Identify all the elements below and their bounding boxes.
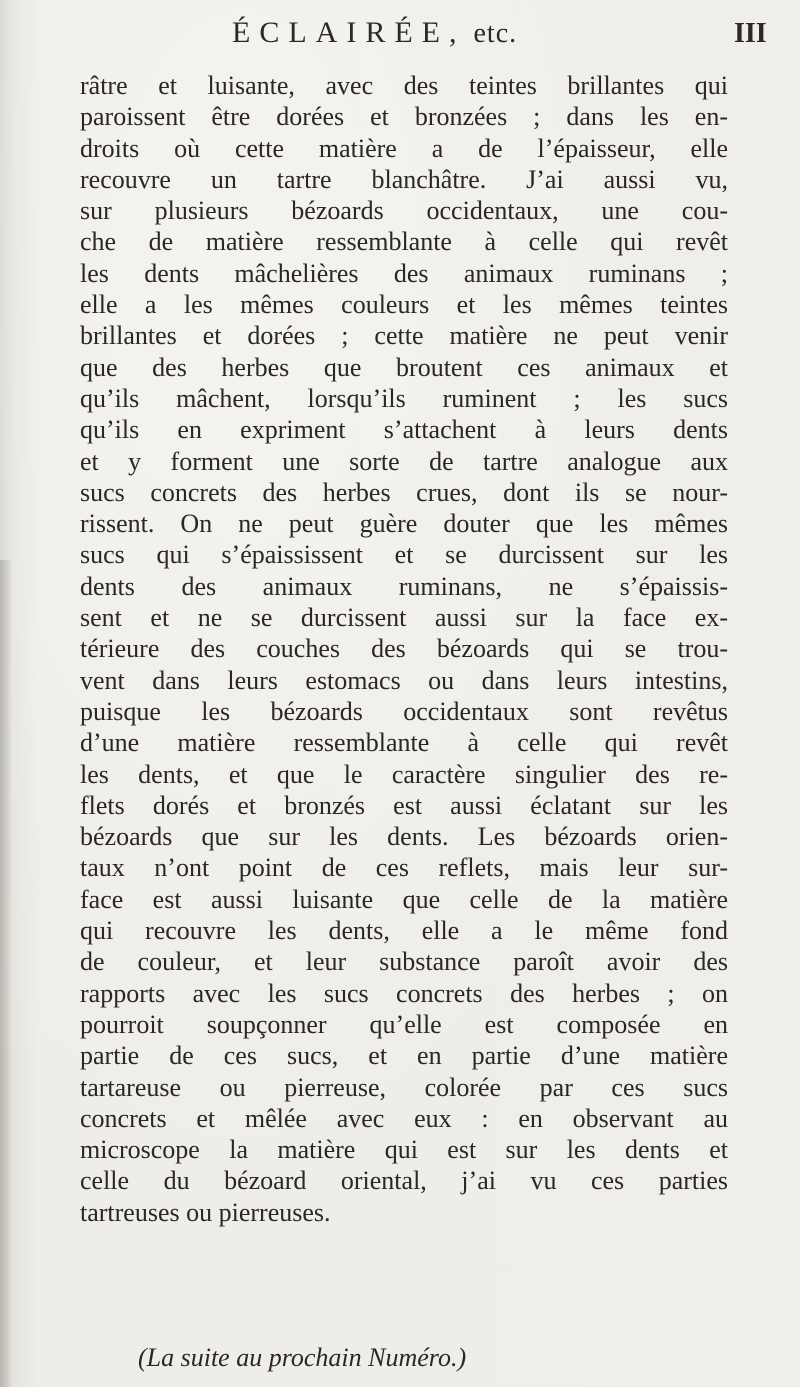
text-line: térieure des couches des bézoards qui se trou-: [80, 634, 728, 664]
running-title-suffix: etc.: [465, 18, 518, 49]
page-header: [0, 14, 800, 58]
text-line: sent et ne se durcissent aussi sur la face ex-: [80, 603, 728, 633]
text-line: sucs concrets des herbes crues, dont ils se nour-: [80, 477, 728, 507]
text-line: puisque les bézoards occidentaux sont revêtus: [80, 696, 728, 726]
text-line: brillantes et dorées ; cette matière ne peut venir: [80, 321, 728, 351]
text-line: concrets et mêlée avec eux : en observant au: [80, 1103, 728, 1133]
text-line: paroissent être dorées et bronzées ; dans les en-: [80, 102, 728, 132]
text-line: droits où cette matière a de l’épaisseur, elle: [80, 133, 728, 163]
text-line: tartareuse ou pierreuse, colorée par ces sucs: [80, 1072, 728, 1102]
running-title-main: ÉCLAIRÉE,: [232, 16, 466, 49]
text-line: que des herbes que broutent ces animaux et: [80, 352, 728, 382]
text-line: de couleur, et leur substance paroît avoir des: [80, 947, 728, 977]
continuation-note: (La suite au prochain Numéro.): [138, 1343, 467, 1372]
text-line: sur plusieurs bézoards occidentaux, une cou-: [80, 196, 728, 226]
text-line: qu’ils en expriment s’attachent à leurs dents: [80, 415, 728, 445]
text-line: râtre et luisante, avec des teintes brillantes qui: [80, 71, 728, 100]
body-text: [80, 70, 728, 1228]
text-line: rissent. On ne peut guère douter que les mêmes: [80, 509, 728, 539]
page-number: III: [734, 18, 767, 49]
text-line: qui recouvre les dents, elle a le même fond: [80, 916, 728, 946]
text-line: et y forment une sorte de tartre analogue aux: [80, 446, 728, 476]
text-line: bézoards que sur les dents. Les bézoards orien-: [80, 822, 728, 852]
text-line: les dents mâchelières des animaux ruminans ;: [80, 258, 728, 288]
text-line: microscope la matière qui est sur les dents et: [80, 1135, 728, 1165]
text-line: les dents, et que le caractère singulier des re-: [80, 759, 728, 789]
text-line: rapports avec les sucs concrets des herbes ; on: [80, 978, 728, 1008]
text-line: elle a les mêmes couleurs et les mêmes teintes: [80, 290, 728, 320]
text-line: pourroit soupçonner qu’elle est composée en: [80, 1009, 728, 1039]
text-line: taux n’ont point de ces reflets, mais leur sur-: [80, 853, 728, 883]
text-line: d’une matière ressemblante à celle qui revêt: [80, 728, 728, 758]
text-line: sucs qui s’épaississent et se durcissent sur les: [80, 540, 728, 570]
text-line: dents des animaux ruminans, ne s’épaissis-: [80, 571, 728, 601]
text-line: vent dans leurs estomacs ou dans leurs intestins,: [80, 665, 728, 695]
text-line: celle du bézoard oriental, j’ai vu ces parties: [80, 1166, 728, 1196]
text-line: qu’ils mâchent, lorsqu’ils ruminent ; les sucs: [80, 383, 728, 413]
text-line: face est aussi luisante que celle de la matière: [80, 884, 728, 914]
text-line: tartreuses ou pierreuses.: [80, 1197, 331, 1227]
text-line: recouvre un tartre blanchâtre. J’ai aussi vu,: [80, 164, 728, 194]
page-edge-shadow: [0, 560, 12, 1387]
text-line: partie de ces sucs, et en partie d’une matière: [80, 1041, 728, 1071]
text-line: che de matière ressemblante à celle qui revêt: [80, 227, 728, 257]
text-line: flets dorés et bronzés est aussi éclatant sur les: [80, 790, 728, 820]
running-title: [232, 16, 517, 50]
